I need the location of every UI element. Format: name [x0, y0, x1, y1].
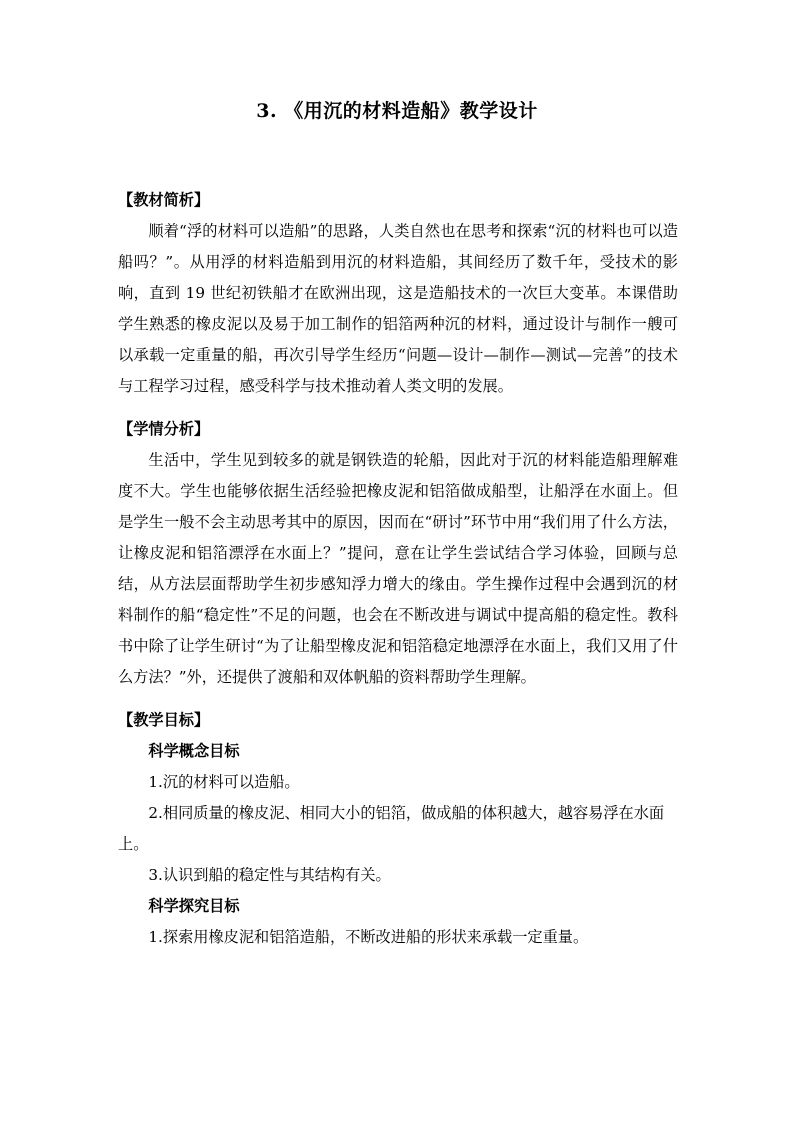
paragraph-student-analysis: 生活中，学生见到较多的就是钢铁造的轮船，因此对于沉的材料能造船理解难度不大。学生也能够依据生活经验把橡皮泥和铝箔做成船型，让船浮在水面上。但是学生一般不会主动思考其中的原因，因而在“研讨”环节中用“我们用了什么方法，让橡皮泥和铝箔漂浮在水面上？”提问，意在让学生尝试结合学习体验，回顾与总结，从方法层面帮助学生初步感知浮力增大的缘由。学生操作过程中会遇到沉的材料制作的船“稳定性”不足的问题，也会在不断改进与调试中提高船的稳定性。教科书中除了让学生研讨“为了让船型橡皮泥和铝箔稳定地漂浮在水面上，我们又用了什么方法？”外，还提供了渡船和双体帆船的资料帮助学生理解。: [118, 451, 678, 686]
subheading-concept-goals: 科学概念目标: [148, 742, 240, 760]
page-title: 3. 《用沉的材料造船》教学设计: [256, 100, 538, 122]
section-heading-textbook-analysis: 【教材简析】: [118, 191, 210, 209]
paragraph-textbook-analysis: 顺着“浮的材料可以造船”的思路，人类自然也在思考和探索“沉的材料也可以造船吗？”。从用浮的材料造船到用沉的材料造船，其间经历了数千年，受技术的影响，直到 19 世纪初铁船才在欧洲出现，这是造船技术的一次巨大变革。本课借助学生熟悉的橡皮泥以及易于加工制作的铝箔两种沉的材料，通过设计与制作一艘可以承载一定重量的船，再次引导学生经历“问题—设计—制作—测试—完善”的技术与工程学习过程，感受科学与技术推动着人类文明的发展。: [118, 222, 678, 395]
subheading-inquiry-goals: 科学探究目标: [148, 897, 240, 915]
list-item: 3.认识到船的稳定性与其结构有关。: [148, 866, 391, 884]
document-body: [118, 185, 678, 953]
section-heading-teaching-goals: 【教学目标】: [118, 711, 210, 729]
list-item: 1.沉的材料可以造船。: [148, 773, 300, 791]
list-item: 1.探索用橡皮泥和铝箔造船，不断改进船的形状来承载一定重量。: [148, 928, 589, 946]
section-heading-student-analysis: 【学情分析】: [118, 420, 210, 438]
list-item: 2.相同质量的橡皮泥、相同大小的铝箔，做成船的体积越大，越容易浮在水面上。: [118, 804, 665, 853]
